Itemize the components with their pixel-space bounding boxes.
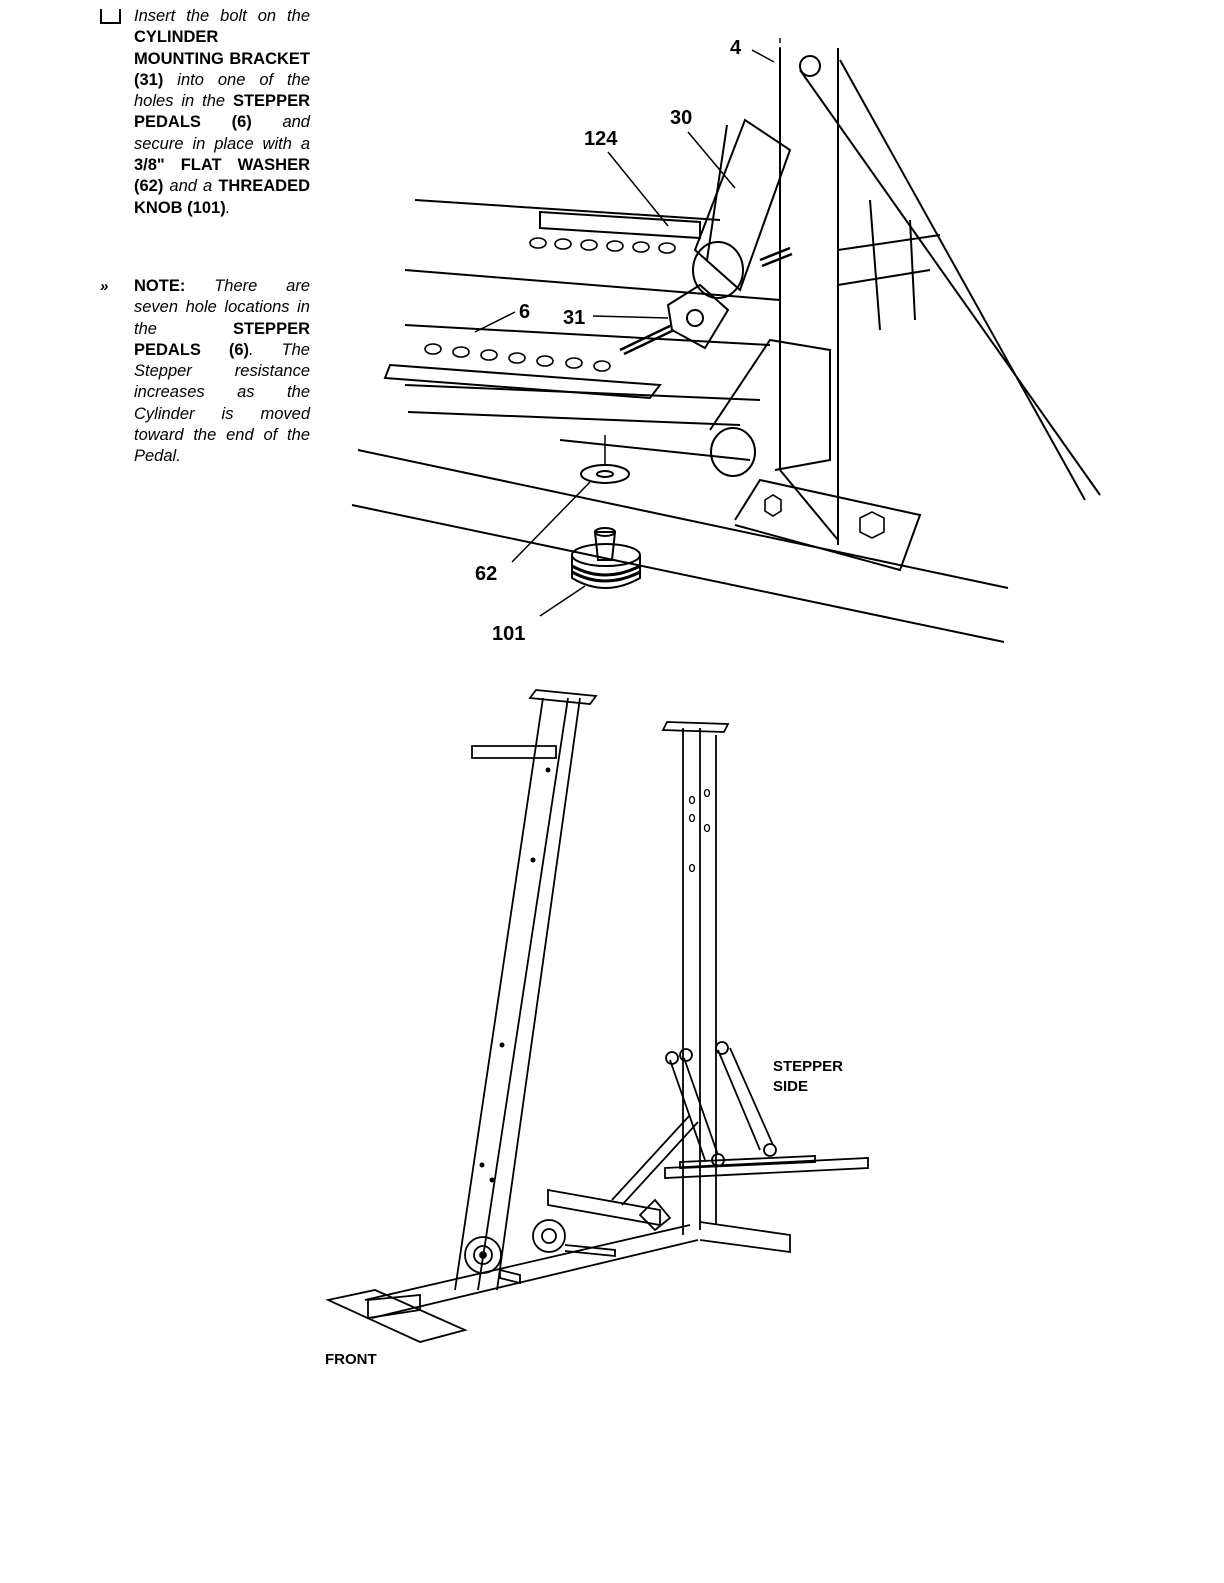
- callout-4: 4: [730, 37, 742, 59]
- callout-62: 62: [475, 563, 498, 585]
- note-bullet: »: [100, 278, 109, 295]
- callout-30: 30: [670, 107, 693, 129]
- callout-31: 31: [563, 307, 586, 329]
- stepper-side-label-1: STEPPER: [773, 1058, 844, 1075]
- stepper-side-label-2: SIDE: [773, 1078, 809, 1095]
- callout-124: 124: [584, 128, 618, 150]
- note-text: NOTE: There are seven hole locations in the STEPPER PEDALS (6). The Stepper resistance increases as the Cylinder is moved toward the end of the Pedal.: [134, 277, 310, 466]
- instruction-text: Insert the bolt on the CYLINDER MOUNTING BRACKET (31) into one of the holes in the STEPPER PEDALS (6) and secure in place with a 3/8" FLAT WASHER (62) and a THREADED KNOB (101).: [134, 7, 310, 217]
- callout-101: 101: [492, 623, 526, 645]
- callout-6: 6: [519, 301, 531, 323]
- front-label: FRONT: [325, 1351, 377, 1368]
